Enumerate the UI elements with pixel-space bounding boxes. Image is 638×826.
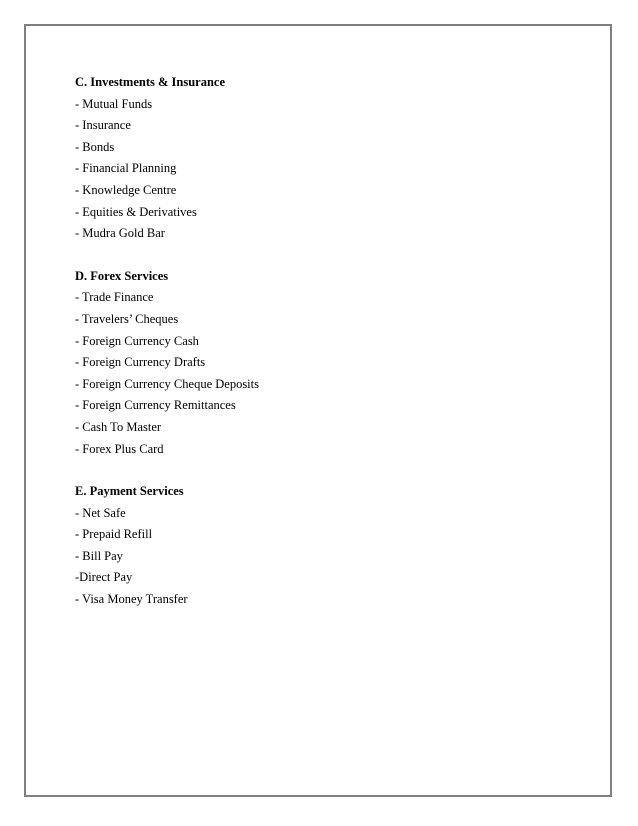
section-investments-insurance <box>75 72 575 245</box>
list-item: - Net Safe <box>75 505 126 520</box>
list-item: - Forex Plus Card <box>75 441 164 456</box>
item-list <box>75 94 575 245</box>
list-item: - Bonds <box>75 139 115 154</box>
section-title: D. Forex Services <box>75 268 169 283</box>
list-item: - Knowledge Centre <box>75 182 177 197</box>
list-item: - Foreign Currency Cheque Deposits <box>75 376 259 391</box>
list-item: - Trade Finance <box>75 290 154 305</box>
document-content <box>75 72 575 632</box>
item-list <box>75 503 575 611</box>
list-item: - Foreign Currency Remittances <box>75 398 236 413</box>
list-item: - Cash To Master <box>75 419 162 434</box>
list-item: - Financial Planning <box>75 161 177 176</box>
section-title: C. Investments & Insurance <box>75 75 225 89</box>
list-item: - Visa Money Transfer <box>75 592 188 607</box>
list-item: - Mudra Gold Bar <box>75 226 165 241</box>
section-title: E. Payment Services <box>75 484 184 499</box>
list-item: - Travelers’ Cheques <box>75 311 179 326</box>
list-item: - Foreign Currency Cash <box>75 333 199 348</box>
list-item: - Insurance <box>75 118 131 133</box>
list-item: - Prepaid Refill <box>75 527 153 542</box>
list-item: -Direct Pay <box>75 570 133 585</box>
list-item: - Bill Pay <box>75 548 123 563</box>
section-payment-services <box>75 481 575 611</box>
item-list <box>75 287 575 460</box>
list-item: - Mutual Funds <box>75 96 153 111</box>
list-item: - Equities & Derivatives <box>75 204 197 219</box>
section-forex-services <box>75 266 575 460</box>
list-item: - Foreign Currency Drafts <box>75 355 206 370</box>
